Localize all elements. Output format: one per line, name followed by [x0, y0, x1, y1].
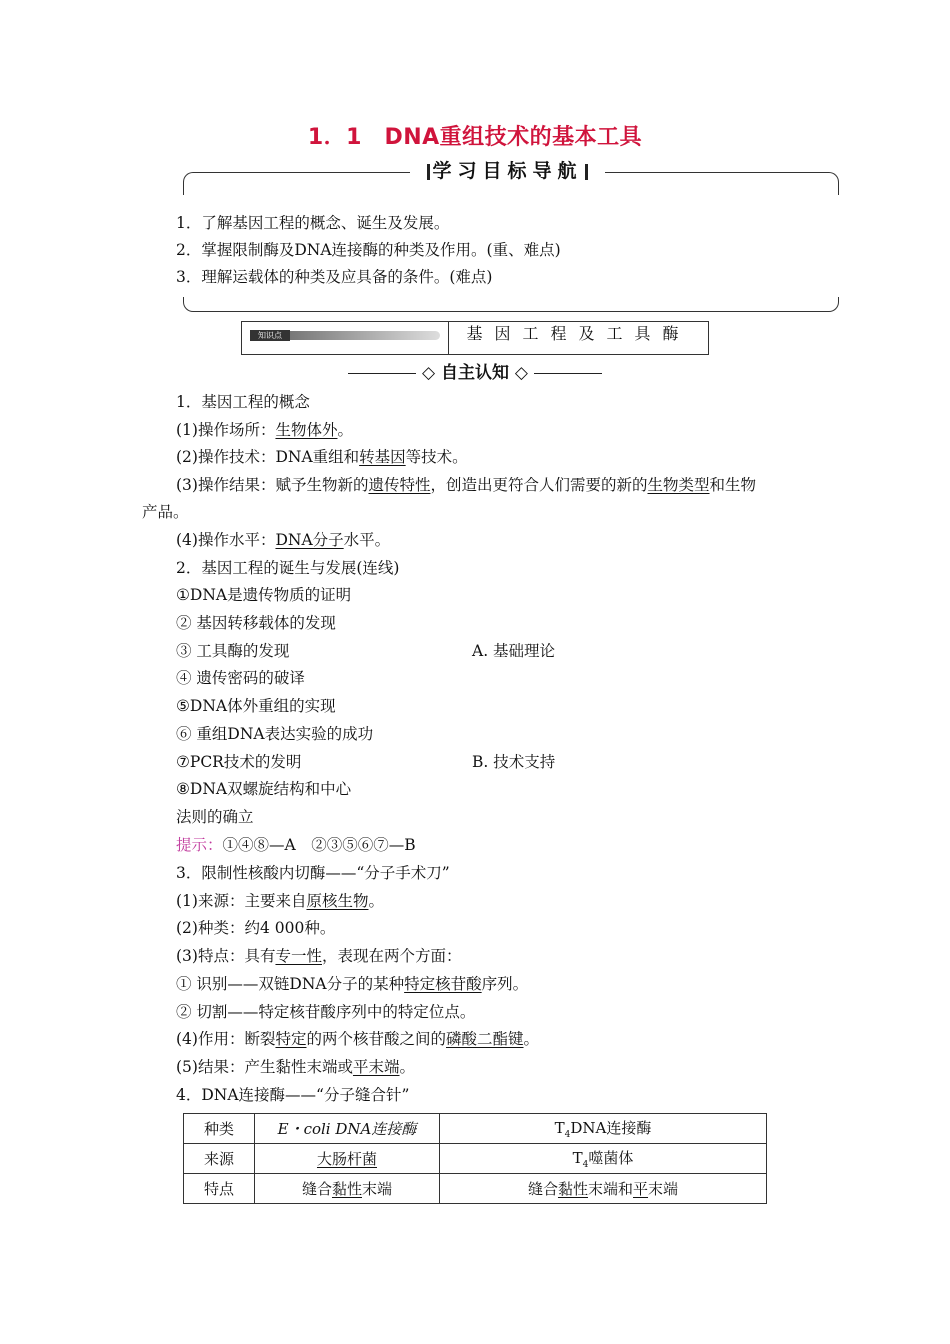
p1-heading: 1．基因工程的概念 — [176, 393, 310, 411]
p2-item: ④ 遗传密码的破译 — [176, 669, 305, 687]
subsection-title: ◇ 自主认知 ◇ — [0, 358, 950, 383]
page-title: 1．1 DNA重组技术的基本工具 — [307, 125, 643, 150]
p1-line4: (4)操作水平：DNA分子水平。 — [176, 531, 391, 549]
p1-line3: (3)操作结果：赋予生物新的遗传特性，创造出更符合人们需要的新的生物类型和生物 — [176, 476, 757, 494]
p3-line5: ② 切割——特定核苷酸序列中的特定位点。 — [176, 1003, 476, 1021]
p2-item: ⑧DNA双螺旋结构和中心 — [176, 780, 352, 798]
table-cell: 种类 — [184, 1114, 255, 1144]
table-cell: E・coli DNA连接酶 — [255, 1114, 440, 1144]
p2-hint: 提示：①④⑧—A ②③⑤⑥⑦—B — [176, 836, 416, 854]
p3-line7: (5)结果：产生黏性末端或平末端。 — [176, 1058, 415, 1076]
p2-item: 法则的确立 — [176, 808, 254, 826]
p2-item: ⑥ 重组DNA表达实验的成功 — [176, 725, 374, 743]
ligase-table — [183, 1113, 767, 1204]
table-cell: 来源 — [184, 1144, 255, 1174]
table-cell: $T_4DNA$连接酶 — [440, 1114, 767, 1144]
p2-item: ⑦PCR技术的发明 — [176, 753, 302, 771]
table-cell: 大肠杆菌 — [255, 1144, 440, 1174]
objective-3: 3．理解运载体的种类及应具备的条件。(难点) — [176, 268, 493, 286]
p3-line3: (3)特点：具有专一性，表现在两个方面： — [176, 947, 462, 965]
table-row — [184, 1114, 767, 1144]
objective-2: 2．掌握限制酶及DNA连接酶的种类及作用。(重、难点) — [176, 241, 561, 259]
table-cell: 缝合黏性末端和平末端 — [440, 1174, 767, 1204]
table-row — [184, 1144, 767, 1174]
p2-item: ①DNA是遗传物质的证明 — [176, 586, 352, 604]
section-slider-decoration — [290, 331, 440, 340]
p3-line2: (2)种类：约4 000种。 — [176, 919, 336, 937]
p2-option-a: A. 基础理论 — [472, 642, 556, 660]
table-cell: 缝合黏性末端 — [255, 1174, 440, 1204]
p1-line2: (2)操作技术：DNA重组和转基因等技术。 — [176, 448, 468, 466]
objectives-banner: 学习目标导航 — [410, 156, 605, 186]
p2-option-b: B. 技术支持 — [472, 753, 556, 771]
objective-1: 1．了解基因工程的概念、诞生及发展。 — [176, 214, 450, 232]
section-title: 基因工程及工具酶 — [466, 324, 691, 343]
p4-heading: 4．DNA连接酶——“分子缝合针” — [176, 1086, 410, 1104]
p2-item: ③ 工具酶的发现 — [176, 642, 290, 660]
p2-item: ② 基因转移载体的发现 — [176, 614, 336, 632]
p2-heading: 2．基因工程的诞生与发展(连线) — [176, 559, 400, 577]
section-header — [241, 321, 709, 355]
section-tag: 知识点 — [250, 330, 290, 341]
p1-line1: (1)操作场所：生物体外。 — [176, 421, 353, 439]
table-row — [184, 1174, 767, 1204]
p3-line4: ① 识别——双链DNA分子的某种特定核苷酸序列。 — [176, 975, 529, 993]
p1-line3-cont: 产品。 — [142, 503, 189, 521]
table-cell: $T_4$噬菌体 — [440, 1144, 767, 1174]
p3-heading: 3．限制性核酸内切酶——“分子手术刀” — [176, 864, 450, 882]
p3-line6: (4)作用：断裂特定的两个核苷酸之间的磷酸二酯键。 — [176, 1030, 540, 1048]
p2-item: ⑤DNA体外重组的实现 — [176, 697, 336, 715]
p3-line1: (1)来源：主要来自原核生物。 — [176, 892, 384, 910]
table-cell: 特点 — [184, 1174, 255, 1204]
